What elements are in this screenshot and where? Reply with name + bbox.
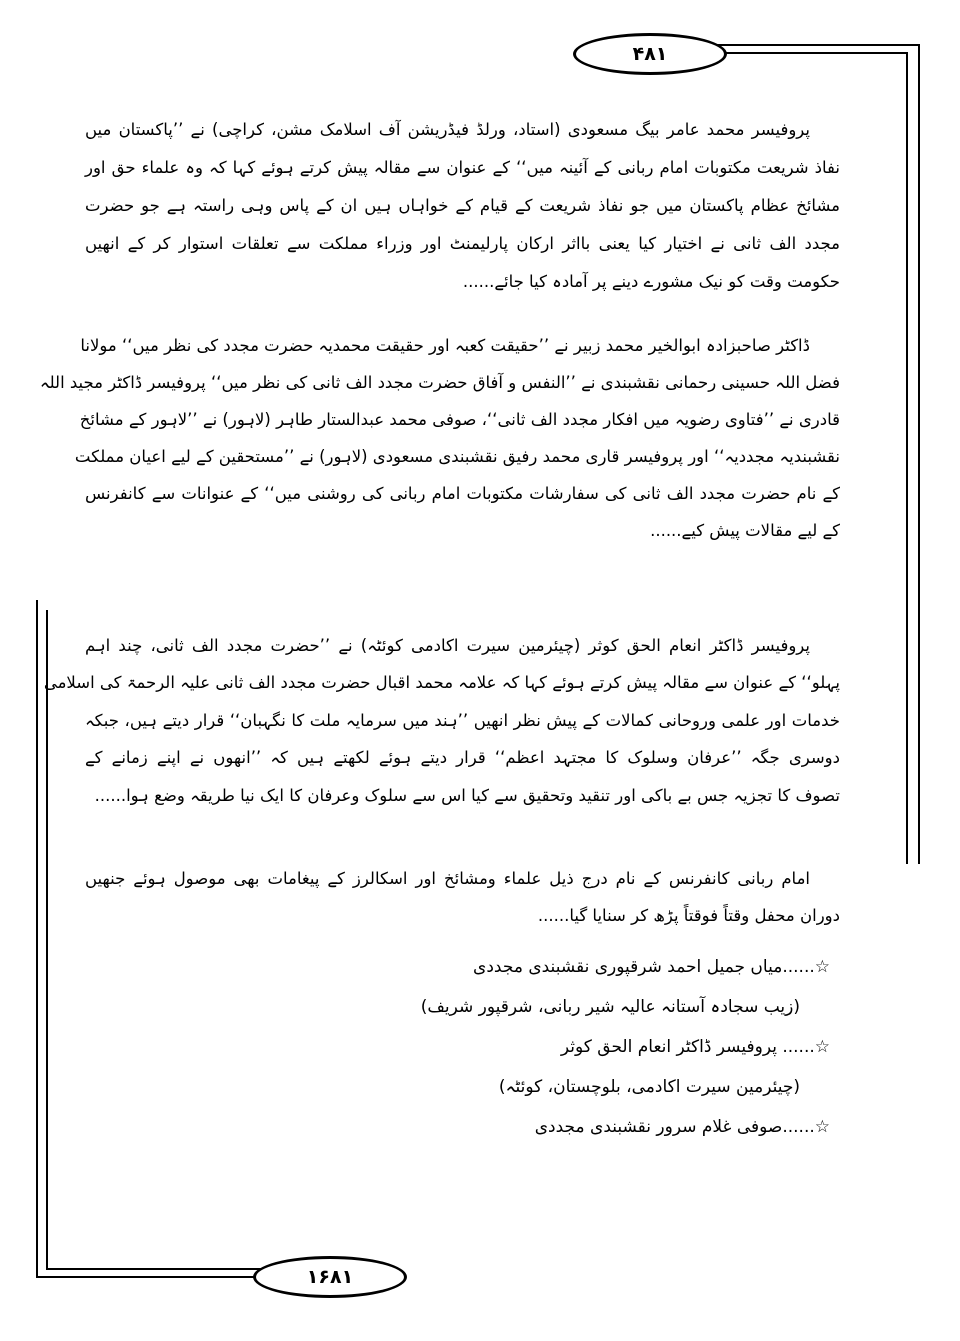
frame-line bbox=[36, 600, 38, 1276]
text-line: خدمات اور علمی وروحانی کمالات کے پیش نظر انھیں ’’ہند میں سرمایہ ملت کا نگہبان‘‘ قرار دیتے ہیں، جبکہ bbox=[85, 711, 840, 730]
text-line: پروفیسر ڈاکٹر انعام الحق کوثر (چیئرمین سیرت اکادمی کوئٹہ) نے ’’حضرت مجدد الف ثانی، چند اہم bbox=[85, 636, 810, 655]
list-item-detail: (چیئرمین سیرت اکادمی، بلوچستان، کوئٹہ) bbox=[498, 1077, 800, 1097]
frame-line bbox=[700, 44, 920, 46]
text-line: قادری نے ’’فتاوی رضویہ میں افکار مجدد الف ثانی‘‘، صوفی محمد عبدالستار طاہر (لاہور) نے ’’لاہور کے مشائخ bbox=[79, 410, 840, 429]
text-line: ڈاکٹر صاحبزادہ ابوالخیر محمد زبیر نے ’’حقیقت کعبہ اور حقیقت محمدیہ حضرت مجدد کی نظر میں‘‘ مولانا bbox=[80, 336, 810, 355]
list-item: ☆......میاں جمیل احمد شرقپوری نقشبندی مجددی bbox=[473, 957, 830, 977]
frame-line bbox=[46, 610, 48, 1268]
text-line: دوران محفل وقتاً فوقتاً پڑھ کر سنایا گیا...... bbox=[537, 906, 840, 925]
frame-line bbox=[36, 1276, 266, 1278]
text-line: کے نام حضرت مجدد الف ثانی کی سفارشات مکتوبات امام ربانی کی روشنی میں‘‘ کے عنوانات سے کانفرنس bbox=[85, 484, 840, 503]
list-item: ☆...... پروفیسر ڈاکٹر انعام الحق کوثر bbox=[560, 1037, 830, 1057]
text-line: امام ربانی کانفرنس کے نام درج ذیل علماء ومشائخ اور اسکالرز کے پیغامات بھی موصول ہوئے جنھیں bbox=[85, 869, 810, 888]
text-line: تصوف کا تجزیہ جس بے باکی اور تنقید وتحقیق سے کیا اس سے سلوک وعرفان کا ایک نیا طریقہ وضع ہوا...... bbox=[94, 786, 840, 805]
header-page-number: ۴۸۱ bbox=[573, 33, 727, 75]
text-line: نقشبندیہ مجددیہ‘‘ اور پروفیسر قاری محمد رفیق نقشبندی مسعودی (لاہور) نے ’’مستحقین کے لیے اعیان مملکت bbox=[74, 447, 840, 466]
list-item: ☆......صوفی غلام سرور نقشبندی مجددی bbox=[534, 1117, 830, 1137]
list-item-detail: (زیب سجادہ آستانہ عالیہ شیر ربانی، شرقپور شریف) bbox=[420, 997, 800, 1017]
text-line: فضل اللہ حسینی رحمانی نقشبندی نے ’’النفس و آفاق حضرت مجدد الف ثانی کی نظر میں‘‘ پروفیسر ڈاکٹر مجید اللہ bbox=[39, 373, 840, 392]
text-line: کے لیے مقالات پیش کیے...... bbox=[650, 521, 840, 540]
footer-page-number: ۱۶۸۱ bbox=[253, 1256, 407, 1298]
text-line: پروفیسر محمد عامر بیگ مسعودی (استاد، ورلڈ فیڈریشن آف اسلامک مشن، کراچی) نے ’’پاکستان میں bbox=[85, 120, 810, 139]
text-line: نفاذ شریعت مکتوبات امام ربانی کے آئینہ میں‘‘ کے عنوان سے مقالہ پیش کرتے ہوئے کہا کہ وہ علماء حق اور bbox=[85, 158, 840, 177]
frame-line bbox=[46, 1268, 266, 1270]
frame-line bbox=[918, 44, 920, 864]
text-line: حکومت وقت کو نیک مشورے دینے پر آمادہ کیا جائے...... bbox=[462, 272, 840, 291]
text-line: مجدد الف ثانی نے اختیار کیا یعنی بااثر ارکان پارلیمنٹ اور وزراء مملکت سے تعلقات استوار کر کے انھیں bbox=[85, 234, 840, 253]
frame-line bbox=[700, 52, 906, 54]
text-line: پہلو‘‘ کے عنوان سے مقالہ پیش کرتے ہوئے کہا کہ علامہ محمد اقبال حضرت مجدد الف ثانی علیہ الرحمۃ کی اسلامی bbox=[43, 673, 840, 692]
text-line: دوسری جگہ ’’عرفان وسلوک کا مجتہد اعظم‘‘ قرار دیتے ہوئے لکھتے ہیں کہ ’’انھوں نے اپنے زمانے کے bbox=[85, 748, 840, 767]
frame-line bbox=[906, 52, 908, 864]
text-line: مشائخ عظام پاکستان میں جو نفاذ شریعت کے قیام کے خواہاں ہیں ان کے پاس وہی راستہ ہے جو حضرت bbox=[85, 196, 840, 215]
